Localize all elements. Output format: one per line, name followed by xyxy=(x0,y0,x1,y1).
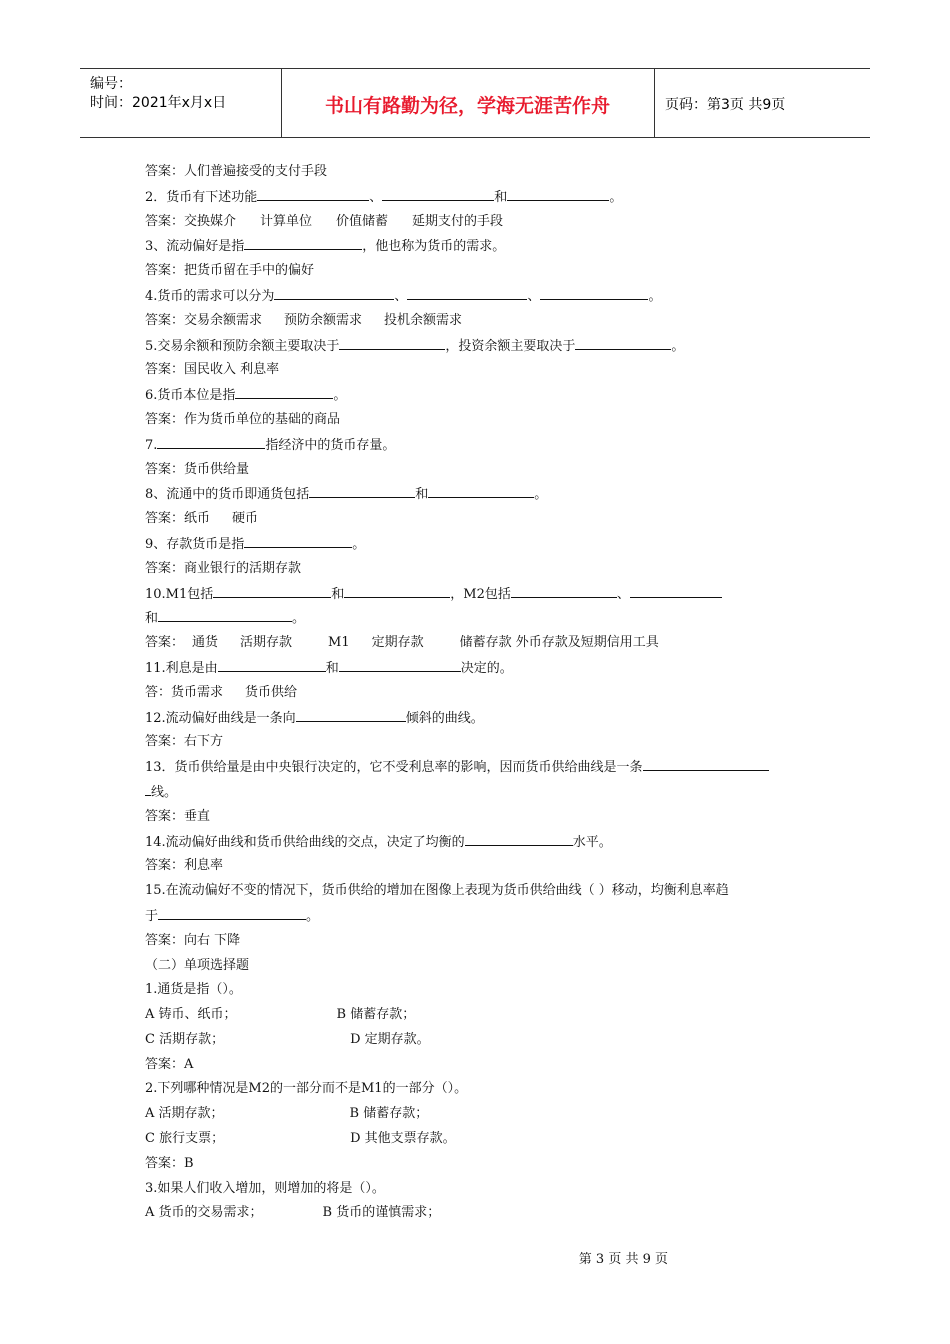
line-text: 倾斜的曲线。 xyxy=(405,710,484,726)
text-line xyxy=(145,1028,825,1053)
fill-in-blank xyxy=(339,656,461,672)
text-line xyxy=(145,606,825,631)
line-text: A 铸币、纸币； xyxy=(145,1007,237,1023)
line-text: 。 xyxy=(333,388,347,404)
fill-in-blank xyxy=(244,532,352,548)
line-text: 决定的。 xyxy=(460,660,513,676)
line-text: （二）单项选择题 xyxy=(145,957,250,973)
line-text: 8、流通中的货币即通货包括 xyxy=(145,487,310,503)
line-text: A 活期存款； xyxy=(145,1106,224,1122)
text-line xyxy=(145,1003,825,1028)
line-text: 答案：货币供给量 xyxy=(145,461,250,477)
text-line xyxy=(145,1201,825,1226)
line-text: 。 xyxy=(292,611,306,627)
text-line xyxy=(145,978,825,1003)
line-text: 储蓄存款 外币存款及短期信用工具 xyxy=(459,635,659,651)
fill-in-blank xyxy=(213,582,331,598)
line-text: 货币供给 xyxy=(245,684,298,700)
line-text: 5.交易余额和预防余额主要取决于 xyxy=(145,338,340,354)
text-line xyxy=(145,1102,825,1127)
line-text: 、 xyxy=(394,288,408,304)
text-line xyxy=(145,1127,825,1152)
fill-in-blank xyxy=(235,383,333,399)
fill-in-blank xyxy=(157,433,265,449)
fill-in-blank xyxy=(428,482,534,498)
fill-in-blank xyxy=(274,284,394,300)
line-text: B 储蓄存款； xyxy=(336,1007,416,1023)
header-motto-cell xyxy=(281,69,655,137)
line-text: 和 xyxy=(331,586,345,602)
text-line xyxy=(145,1152,825,1177)
fill-in-blank xyxy=(540,284,648,300)
text-line xyxy=(145,854,825,879)
line-text: M1 xyxy=(328,635,350,651)
line-text: 。 xyxy=(609,189,623,205)
text-line xyxy=(145,954,825,979)
line-text: 答案：交换媒介 xyxy=(145,213,237,229)
text-line xyxy=(145,582,825,607)
line-text: 7. xyxy=(145,437,158,453)
fill-in-blank xyxy=(309,482,415,498)
line-text: D 定期存款。 xyxy=(350,1031,430,1047)
line-text: 线。 xyxy=(151,784,178,800)
line-text: 和 xyxy=(145,611,159,627)
fill-in-blank xyxy=(296,706,406,722)
fill-in-blank xyxy=(407,284,527,300)
fill-in-blank xyxy=(158,606,292,622)
line-text: 、 xyxy=(527,288,541,304)
line-text: 3、流动偏好是指 xyxy=(145,239,245,255)
line-text: 1.通货是指（）。 xyxy=(145,982,242,998)
line-text: ，M2包括 xyxy=(450,586,511,602)
text-line xyxy=(145,805,825,830)
text-line xyxy=(145,458,825,483)
line-text: 13．货币供给量是由中央银行决定的，它不受利息率的影响，因而货币供给曲线是一条 xyxy=(145,760,643,776)
fill-in-blank xyxy=(382,185,494,201)
line-text: 于 xyxy=(145,908,159,924)
line-text: 答案：B xyxy=(145,1155,194,1171)
fill-in-blank xyxy=(218,656,326,672)
text-line xyxy=(145,160,825,185)
serial-number-label: 编号： xyxy=(90,76,132,92)
line-text: 10.M1包括 xyxy=(145,586,214,602)
line-text: 12.流动偏好曲线是一条向 xyxy=(145,710,296,726)
line-text: ，他也称为货币的需求。 xyxy=(362,239,506,255)
line-text: 答案：作为货币单位的基础的商品 xyxy=(145,411,341,427)
line-text: 预防余额需求 xyxy=(284,312,363,328)
line-text: 11.利息是由 xyxy=(145,660,218,676)
line-text: 3.如果人们收入增加，则增加的将是（）。 xyxy=(145,1180,385,1196)
line-text: 指经济中的货币存量。 xyxy=(265,437,396,453)
fill-in-blank xyxy=(507,185,609,201)
line-text: 15.在流动偏好不变的情况下，货币供给的增加在图像上表现为货币供给曲线（ ）移动，均衡利息率趋 xyxy=(145,883,729,899)
line-text: 。 xyxy=(534,487,548,503)
line-text: 答案：纸币 xyxy=(145,511,211,527)
text-line xyxy=(145,259,825,284)
fill-in-blank xyxy=(630,582,722,598)
line-text: B 货币的谨慎需求； xyxy=(322,1205,441,1221)
text-line xyxy=(145,210,825,235)
line-text: 。 xyxy=(306,908,320,924)
line-text: C 活期存款； xyxy=(145,1031,225,1047)
line-text: 答案： xyxy=(145,635,185,651)
line-text: 6.货币本位是指 xyxy=(145,388,236,404)
motto-text: 书山有路勤为径，学海无涯苦作舟 xyxy=(324,95,610,117)
date-label: 时间：2021年x月x日 xyxy=(90,95,227,111)
line-text: 活期存款 xyxy=(240,635,293,651)
fill-in-blank xyxy=(465,830,573,846)
fill-in-blank xyxy=(158,904,306,920)
line-text: B 储蓄存款； xyxy=(349,1106,429,1122)
line-text: 答案：国民收入 利息率 xyxy=(145,362,280,378)
line-text: ，投资余额主要取决于 xyxy=(445,338,576,354)
line-text: 定期存款 xyxy=(371,635,424,651)
line-text: 答案：交易余额需求 xyxy=(145,312,263,328)
text-line xyxy=(145,1077,825,1102)
text-line xyxy=(145,730,825,755)
line-text: 4.货币的需求可以分为 xyxy=(145,288,275,304)
line-text: 。 xyxy=(352,536,366,552)
line-text: 答案：向右 下降 xyxy=(145,932,241,948)
text-line xyxy=(145,408,825,433)
fill-in-blank xyxy=(244,234,362,250)
line-text: 。 xyxy=(671,338,685,354)
header-left-cell xyxy=(80,69,282,137)
line-text: 价值储蓄 xyxy=(336,213,389,229)
page-footer xyxy=(0,1248,950,1267)
text-line xyxy=(145,507,825,532)
line-text: 水平。 xyxy=(572,834,612,850)
text-line xyxy=(145,755,825,780)
line-text: 答：货币需求 xyxy=(145,684,224,700)
line-text: 、 xyxy=(616,586,630,602)
fill-in-blank xyxy=(257,185,369,201)
line-text: 2．货币有下述功能 xyxy=(145,189,258,205)
line-text: 。 xyxy=(648,288,662,304)
text-line xyxy=(145,358,825,383)
line-text: 延期支付的手段 xyxy=(412,213,504,229)
page-code: 页码：第3页 共9页 xyxy=(665,97,786,113)
text-line xyxy=(145,631,825,656)
line-text: 和 xyxy=(415,487,429,503)
text-line xyxy=(145,879,825,904)
text-line xyxy=(145,656,825,681)
text-line xyxy=(145,706,825,731)
line-text: 答案：A xyxy=(145,1056,194,1072)
text-line xyxy=(145,830,825,855)
line-text: 答案：右下方 xyxy=(145,734,224,750)
text-line xyxy=(145,1053,825,1078)
line-text: D 其他支票存款。 xyxy=(350,1131,456,1147)
text-line xyxy=(145,929,825,954)
text-line xyxy=(145,780,825,805)
line-text: 通货 xyxy=(192,635,219,651)
text-line xyxy=(145,284,825,309)
line-text: 和 xyxy=(325,660,339,676)
line-text: 、 xyxy=(369,189,383,205)
text-line xyxy=(145,482,825,507)
line-text: 14.流动偏好曲线和货币供给曲线的交点，决定了均衡的 xyxy=(145,834,465,850)
fill-in-blank xyxy=(575,334,671,350)
text-line xyxy=(145,557,825,582)
text-line xyxy=(145,309,825,334)
line-text: 答案：垂直 xyxy=(145,808,211,824)
text-line xyxy=(145,433,825,458)
footer-page-number: 第 3 页 共 9 页 xyxy=(578,1252,668,1267)
text-line xyxy=(145,1177,825,1202)
line-text: 硬币 xyxy=(232,511,259,527)
text-line xyxy=(145,904,825,929)
text-line xyxy=(145,185,825,210)
line-text: 和 xyxy=(494,189,508,205)
line-text: 答案：人们普遍接受的支付手段 xyxy=(145,164,328,179)
fill-in-blank xyxy=(511,582,617,598)
line-text: C 旅行支票； xyxy=(145,1131,225,1147)
fill-in-blank xyxy=(344,582,450,598)
text-line xyxy=(145,334,825,359)
line-text: 答案：把货币留在手中的偏好 xyxy=(145,263,315,279)
line-text: 2.下列哪种情况是M2的一部分而不是M1的一部分（）。 xyxy=(145,1081,468,1097)
line-text: 9、存款货币是指 xyxy=(145,536,245,552)
fill-in-blank xyxy=(643,755,769,771)
line-text: 计算单位 xyxy=(260,213,313,229)
text-line xyxy=(145,383,825,408)
text-line xyxy=(145,681,825,706)
document-body xyxy=(145,160,825,1226)
line-text: 投机余额需求 xyxy=(384,312,463,328)
fill-in-blank xyxy=(339,334,445,350)
line-text: 答案：商业银行的活期存款 xyxy=(145,560,302,576)
text-line xyxy=(145,234,825,259)
header-right-cell xyxy=(655,69,870,137)
line-text: 答案：利息率 xyxy=(145,858,224,874)
line-text: A 货币的交易需求； xyxy=(145,1205,263,1221)
page-header xyxy=(80,68,870,138)
text-line xyxy=(145,532,825,557)
